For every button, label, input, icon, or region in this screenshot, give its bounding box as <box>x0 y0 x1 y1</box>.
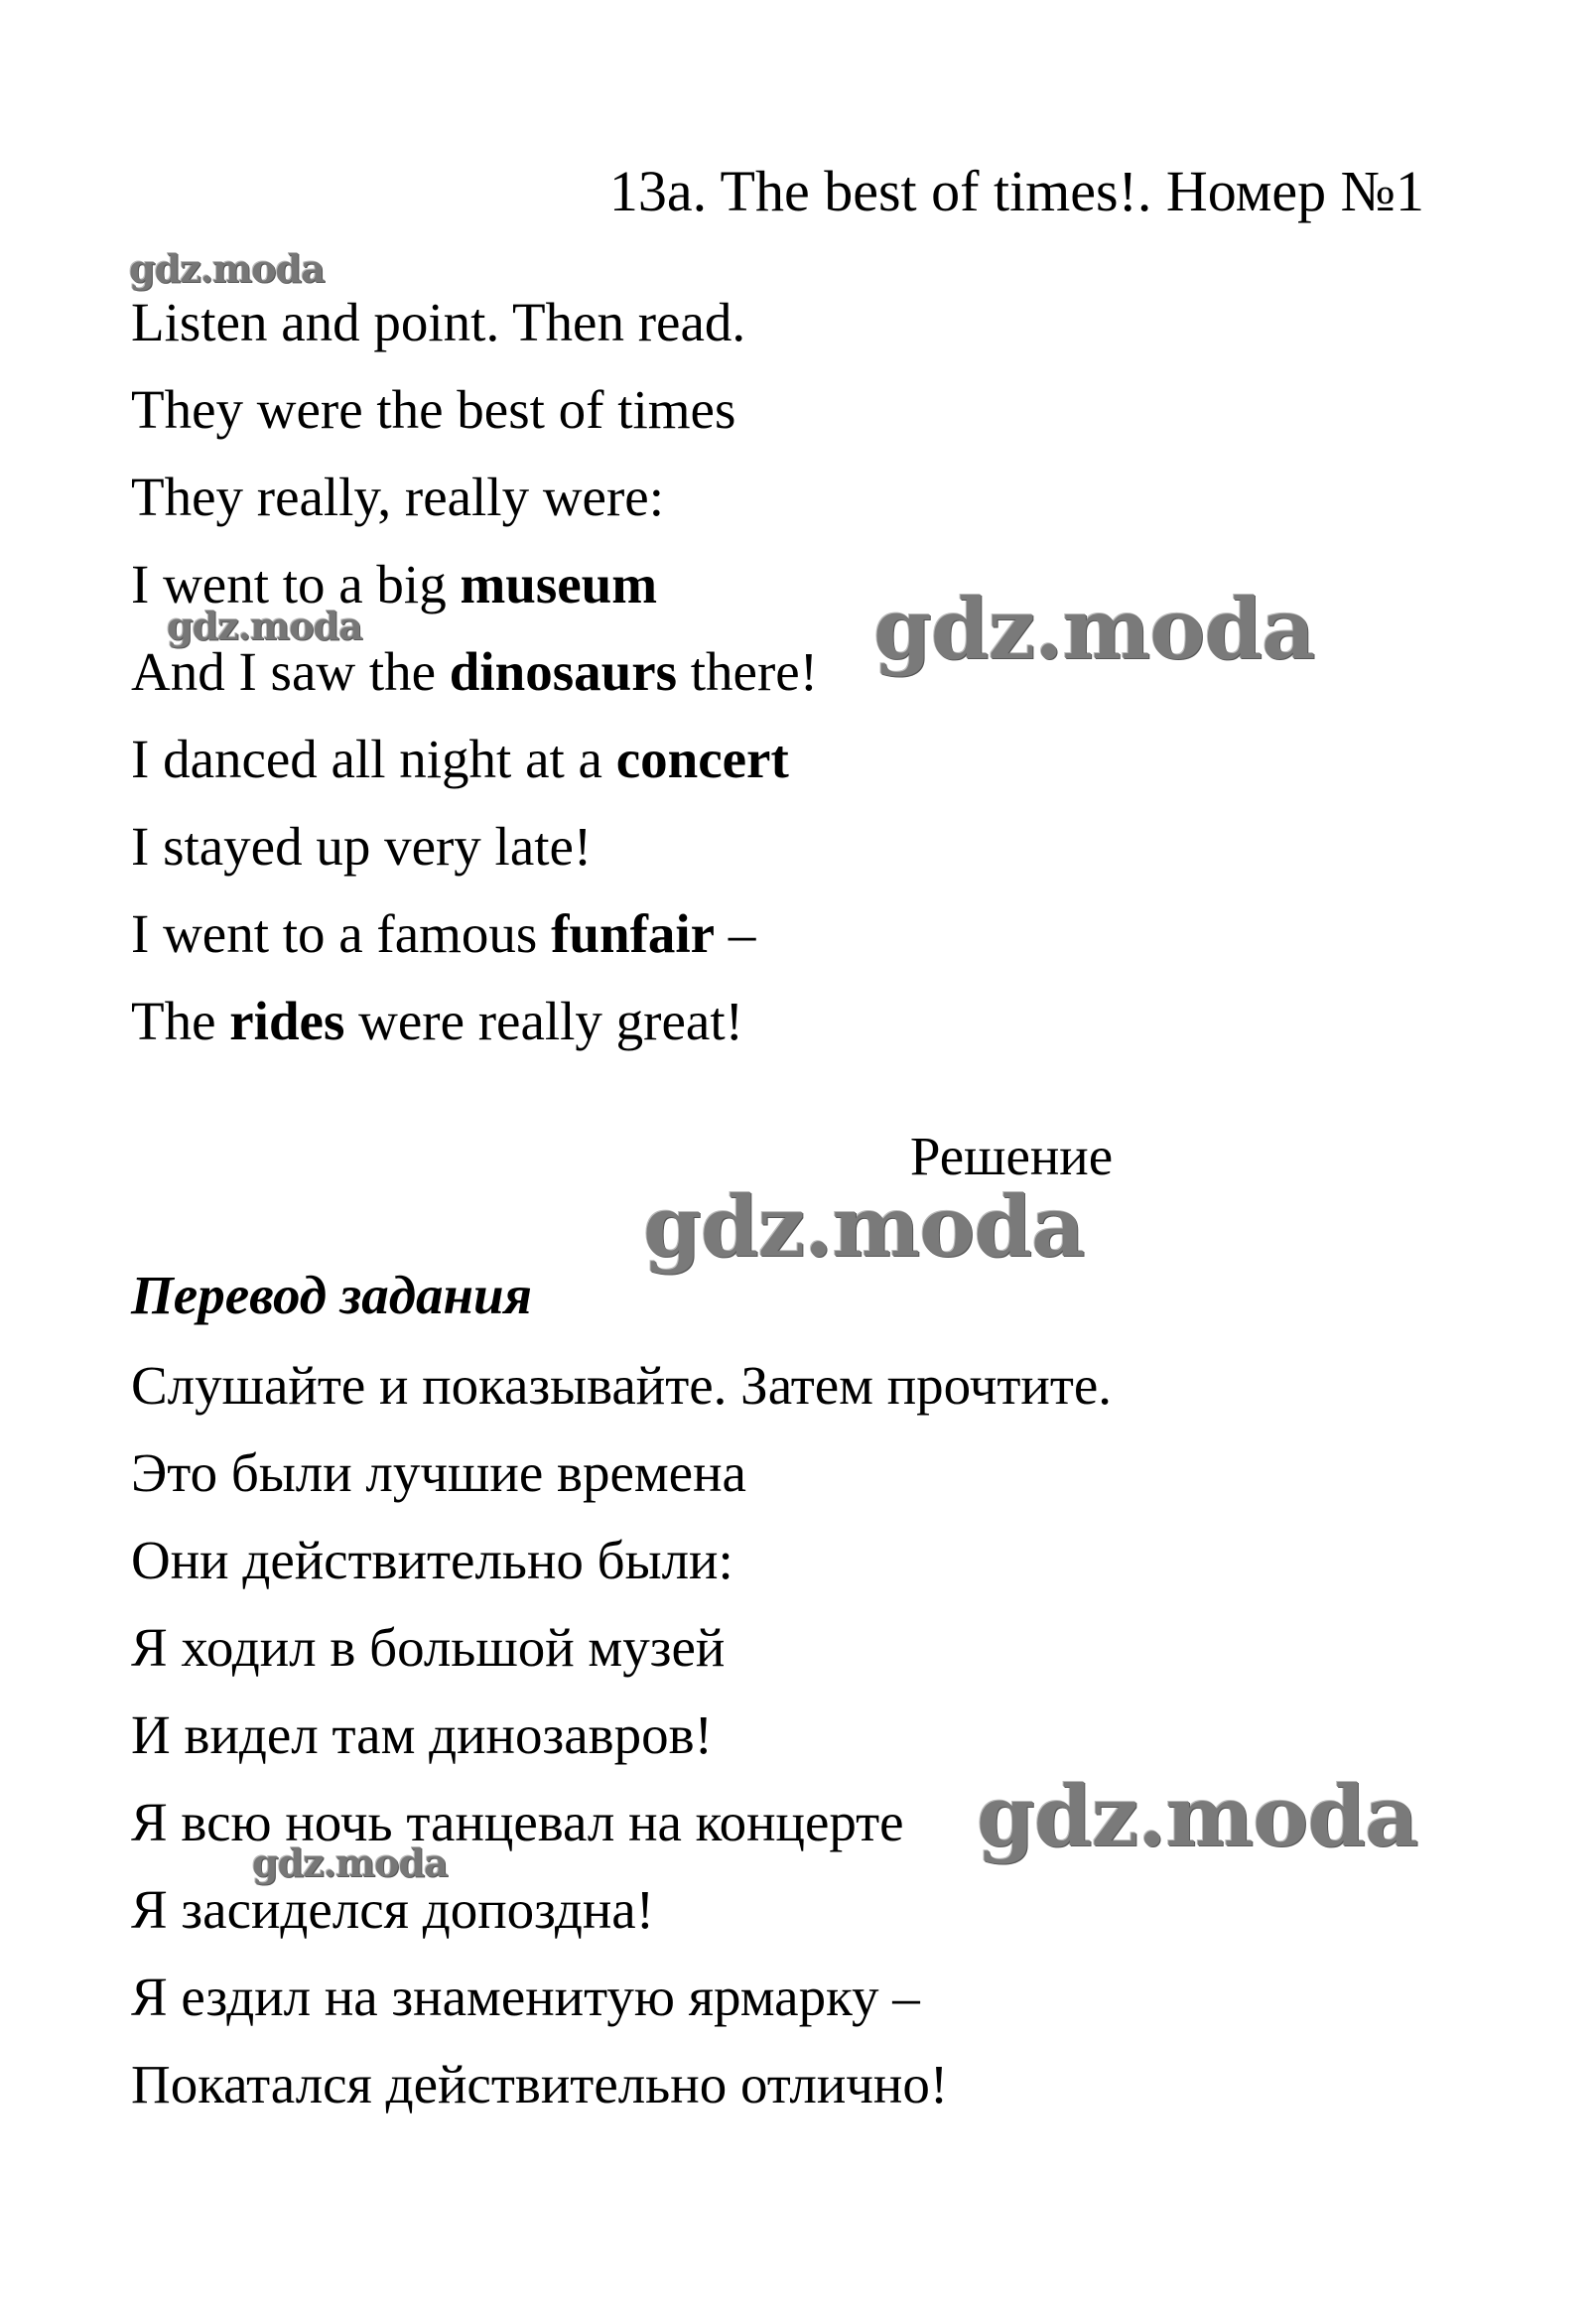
task-line-text: I danced all night at a <box>131 729 616 789</box>
task-keyword: funfair <box>551 903 716 964</box>
watermark: gdz.moda <box>977 1767 1418 1865</box>
task-line <box>131 366 818 454</box>
task-line-text: I went to a big <box>131 554 461 614</box>
task-line-text: Listen and point. Then read. <box>131 292 746 352</box>
translation-line: Я засиделся допоздна! <box>131 1879 655 1940</box>
translation-line: Это были лучшие времена <box>131 1442 746 1503</box>
task-line-text: were really great! <box>344 991 743 1051</box>
task-keyword: concert <box>615 729 789 789</box>
translation-line: Они действительно были: <box>131 1530 733 1590</box>
translation-line: И видел там динозавров! <box>131 1704 713 1765</box>
task-keyword: museum <box>460 554 658 614</box>
task-line-text: They were the best of times <box>131 379 736 440</box>
translation-title: Перевод задания <box>131 1265 532 1325</box>
translation-text <box>131 1342 1112 2128</box>
task-keyword: rides <box>229 991 345 1051</box>
watermark: gdz.moda <box>167 604 362 648</box>
task-line <box>131 978 818 1065</box>
solution-label-text: Решение <box>909 1126 1114 1186</box>
task-line-text: I stayed up very late! <box>131 816 593 877</box>
task-line-text: – <box>715 903 756 964</box>
task-line-text: I went to a famous <box>131 903 552 964</box>
task-text <box>131 279 818 1065</box>
watermark: gdz.moda <box>129 246 325 291</box>
translation-line: Я ездил на знаменитую ярмарку – <box>131 1967 920 2027</box>
watermark: gdz.moda <box>873 580 1315 678</box>
task-line <box>131 890 818 978</box>
task-line-text: The <box>131 991 230 1051</box>
watermark: gdz.moda <box>643 1177 1085 1276</box>
translation-line: Слушайте и показывайте. Затем прочтите. <box>131 1355 1113 1416</box>
task-line <box>131 716 818 803</box>
task-keyword: dinosaurs <box>449 641 678 702</box>
task-line <box>131 454 818 541</box>
watermark: gdz.moda <box>252 1840 448 1885</box>
translation-line: Я всю ночь танцевал на концерте <box>131 1792 904 1852</box>
translation-line: Покатался действительно отлично! <box>131 2054 949 2114</box>
page-title: 13a. The best of times!. Номер №1 <box>608 159 1424 223</box>
task-line-text: there! <box>677 641 819 702</box>
task-line-text: And I saw the <box>131 641 450 702</box>
translation-line: Я ходил в большой музей <box>131 1617 726 1678</box>
task-line-text: They really, really were: <box>131 467 664 527</box>
task-line <box>131 279 818 366</box>
task-line <box>131 803 818 890</box>
